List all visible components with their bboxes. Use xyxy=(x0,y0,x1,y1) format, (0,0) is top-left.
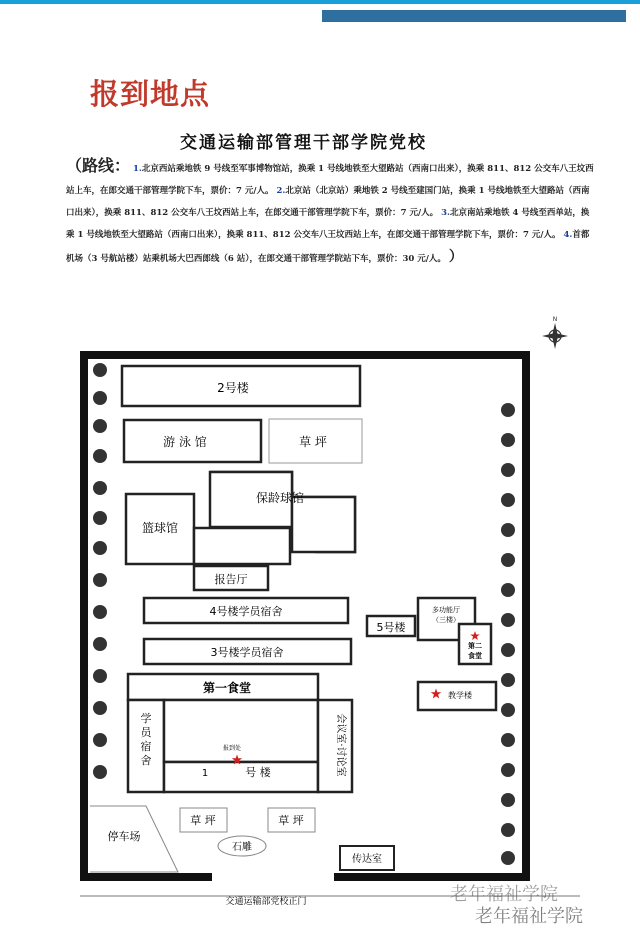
lecture-hall-label: 报告厅 xyxy=(214,573,248,586)
route-item-1: 北京西站乘地铁 9 号线至军事博物馆站，换乘 1 号线地铁至大望路站（西南口出来），换乘 811、812 公交车八王坟西站上车，在郎交通干部管理学院下车，票价：7 元/人。 xyxy=(66,164,594,196)
route-lead: （路线： xyxy=(66,156,131,175)
page-heading: 报到地点 xyxy=(90,77,211,111)
canteen-2-label-1: 第二 xyxy=(468,642,482,650)
student-dorm-char-1: 学 xyxy=(140,712,152,725)
courtyard xyxy=(164,700,318,762)
meeting-room-label: 会议室·讨论室 xyxy=(335,713,346,777)
stone-carving-label: 石雕 xyxy=(232,842,252,853)
building-2-label: 2号楼 xyxy=(217,381,249,395)
canteen-1-label: 第一食堂 xyxy=(202,681,252,695)
watermark-line-1: 老年福祉学院 xyxy=(450,884,558,905)
basketball-hall-label: 篮球馆 xyxy=(141,521,179,535)
swimming-pool-label: 游 泳 馆 xyxy=(163,435,207,449)
compass-icon xyxy=(542,316,568,349)
main-gate-label: 交通运输部党校正门 xyxy=(225,897,307,907)
route-item-4: 首都机场（3 号航站楼）站乘机场大巴西郎线（6 站），在郎交通干部管理学院站下车，票价：30 元/人。 xyxy=(66,230,590,264)
student-dorm-labels xyxy=(141,712,153,767)
student-dorm-char-3: 宿 xyxy=(140,740,152,753)
page-subtitle: 交通运输部管理干部学院党校 xyxy=(180,133,427,153)
guard-room-label: 传达室 xyxy=(352,854,382,865)
compass-label: N xyxy=(552,316,558,323)
parking-lot-label: 停车场 xyxy=(107,830,141,843)
bowling-hall-wing xyxy=(292,497,355,552)
lawn-right-label: 草 坪 xyxy=(278,814,304,827)
lawn-left-label: 草 坪 xyxy=(190,814,216,827)
bowling-hall-label: 保龄球馆 xyxy=(255,491,305,505)
dorm-4-label: 4号楼学员宿舍 xyxy=(209,605,283,618)
watermark-line-2: 老年福祉学院 xyxy=(475,906,583,927)
route-num-1: 1. xyxy=(132,164,142,174)
watermark xyxy=(450,884,583,928)
multi-function-hall-label: 多功能厅 xyxy=(432,606,460,614)
route-item-3: 北京南站乘地铁 4 号线至西单站，换乘 1 号线地铁至大望路站（西南口出来），换乘 811、812 公交车八王坟西站上车，在郎交通干部管理学院下车，票价：7 元/人。 xyxy=(66,208,590,240)
route-num-3: 3. xyxy=(441,208,450,218)
building-1-num: 1 xyxy=(201,768,209,779)
student-dorm-char-4: 舍 xyxy=(140,754,152,767)
dorm-3-label: 3号楼学员宿舍 xyxy=(210,646,284,659)
student-dorm-char-2: 员 xyxy=(140,726,152,739)
route-item-2: 北京站（北京站）乘地铁 2 号线至建国门站，换乘 1 号线地铁至大望路站（西南口出来），换乘 811、812 公交车八王坟西站上车，在郎交通干部管理学院下车，票价：7 元/人。 xyxy=(66,186,590,218)
route-close: ） xyxy=(448,249,463,265)
canteen-2-label-2: 食堂 xyxy=(468,652,482,660)
building-1 xyxy=(164,762,318,792)
building-5-label: 5号楼 xyxy=(376,621,406,634)
connector-block xyxy=(194,528,290,564)
route-num-2: 2. xyxy=(276,186,286,196)
teaching-building-label: 教学楼 xyxy=(448,691,472,700)
multi-function-hall-floor: （三楼） xyxy=(432,616,460,624)
reception-label: 报到处 xyxy=(222,745,242,752)
building-1-label: 号 楼 xyxy=(245,766,271,779)
route-num-4: 4. xyxy=(563,230,573,240)
lawn-top-label: 草 坪 xyxy=(299,435,327,449)
